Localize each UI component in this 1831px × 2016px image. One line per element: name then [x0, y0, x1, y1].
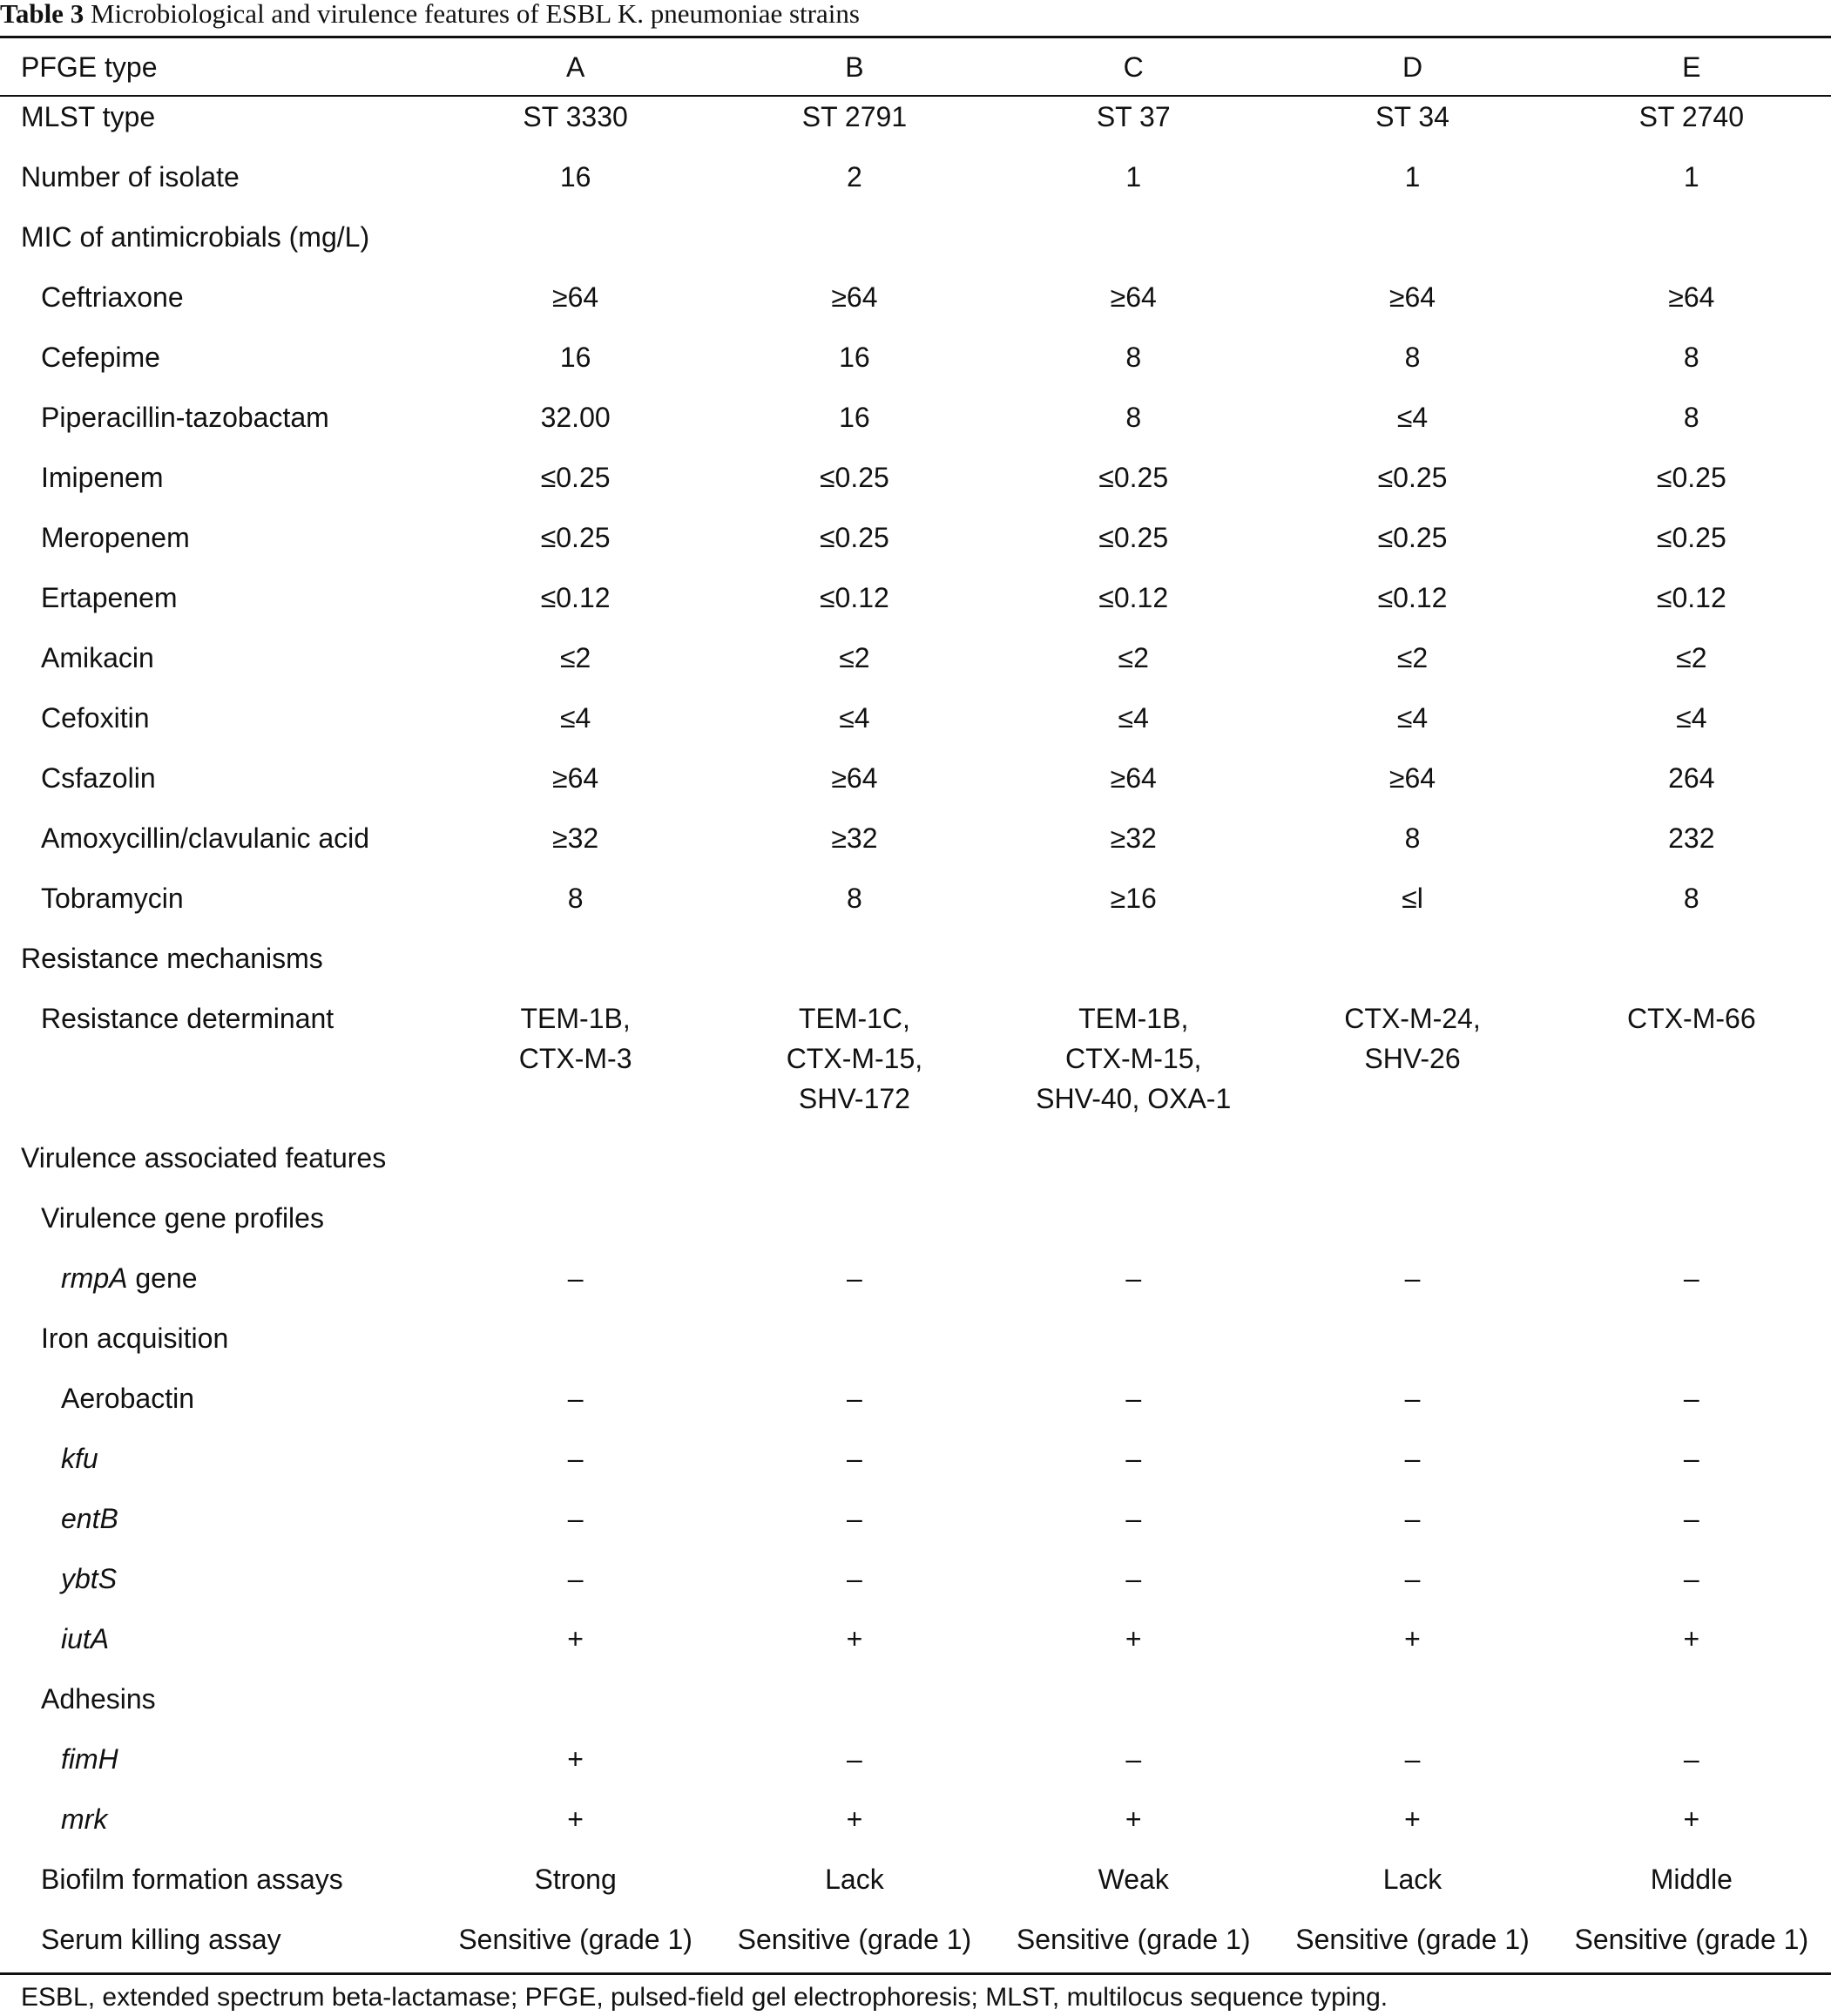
cell-e: ≤0.25 [1656, 522, 1726, 553]
cell-b: + [846, 1623, 863, 1654]
row-label-text: ybtS [61, 1563, 118, 1594]
cell-a: ≥32 [552, 822, 599, 854]
cell-c [994, 938, 1273, 998]
cell-e: ≤2 [1676, 642, 1707, 673]
cell-e: – [1683, 1443, 1699, 1474]
cell-c: 8 [1125, 342, 1142, 373]
header-cell-b: B [845, 51, 864, 83]
row-label-text: Ceftriaxone [41, 281, 184, 313]
cell-d [1273, 1138, 1551, 1198]
cell-b [715, 1679, 994, 1739]
cell-b: 8 [847, 883, 862, 914]
header-cell-pfge-type: PFGE type [21, 51, 158, 83]
cell-a [436, 1318, 714, 1378]
cell-c [994, 1198, 1273, 1258]
cell-e: 1 [1683, 161, 1699, 193]
cell-a [436, 1138, 714, 1198]
row-label [0, 1258, 436, 1318]
table-row [0, 1799, 1831, 1859]
cell-d: – [1404, 1503, 1421, 1534]
cell-c: 1 [1125, 161, 1142, 193]
cell-a: – [567, 1503, 584, 1534]
cell-e: Middle [1650, 1864, 1733, 1895]
row-label-text: Csfazolin [41, 762, 156, 794]
table-row [0, 1559, 1831, 1619]
cell-line: TEM-1B, [1078, 1003, 1189, 1034]
cell-e [1552, 217, 1831, 277]
table-row [0, 157, 1831, 217]
table-row [0, 1498, 1831, 1559]
cell-b: + [846, 1803, 863, 1835]
row-label-text: Ertapenem [41, 582, 178, 613]
row-label [0, 1799, 436, 1859]
cell-e [1552, 938, 1831, 998]
table-row [0, 397, 1831, 457]
row-label-text: Number of isolate [21, 161, 240, 193]
row-label-text: Imipenem [41, 462, 164, 493]
cell-d: ≤0.25 [1377, 522, 1448, 553]
row-label-text: Piperacillin-tazobactam [41, 402, 329, 433]
cell-d: Sensitive (grade 1) [1295, 1924, 1530, 1955]
cell-e: ≤0.25 [1656, 462, 1726, 493]
cell-e: ST 2740 [1638, 101, 1745, 132]
cell-e: ≤4 [1676, 702, 1707, 734]
cell-b: ≤0.25 [819, 462, 889, 493]
cell-a: 32.00 [540, 402, 611, 433]
cell-a: 8 [567, 883, 584, 914]
table-row [0, 1198, 1831, 1258]
cell-d: ≤l [1402, 883, 1423, 914]
cell-d [1273, 217, 1551, 277]
cell-e: ≤0.12 [1656, 582, 1726, 613]
cell-c: – [1125, 1443, 1142, 1474]
cell-b: ≥32 [831, 822, 878, 854]
cell-b: – [847, 1383, 862, 1414]
row-label-text: Biofilm formation assays [41, 1864, 343, 1895]
cell-a: 16 [559, 342, 591, 373]
cell-d: ST 34 [1375, 101, 1449, 132]
row-label [0, 1138, 436, 1198]
cell-d: ≤2 [1396, 642, 1429, 673]
cell-b: 16 [839, 402, 870, 433]
row-label-text: mrk [61, 1803, 108, 1835]
cell-a: – [567, 1563, 584, 1594]
row-label [0, 1919, 436, 1979]
cell-e: 8 [1683, 342, 1699, 373]
table-row [0, 217, 1831, 277]
row-label [0, 578, 436, 638]
row-label [0, 878, 436, 938]
row-label-text: Cefepime [41, 342, 160, 373]
cell-d: Lack [1382, 1864, 1443, 1895]
cell-c: ≤0.12 [1098, 582, 1169, 613]
cell-c [994, 1138, 1273, 1198]
cell-d: ≤4 [1396, 402, 1429, 433]
cell-e: – [1683, 1503, 1699, 1534]
cell-a [436, 938, 714, 998]
cell-b: ≤2 [839, 642, 870, 673]
cell-c [994, 1318, 1273, 1378]
cell-d: 8 [1404, 342, 1421, 373]
row-label-text: Virulence associated features [21, 1142, 387, 1174]
cell-a: – [567, 1443, 584, 1474]
cell-c: Weak [1098, 1864, 1169, 1895]
row-label-text: iutA [61, 1623, 110, 1654]
cell-d: – [1404, 1743, 1421, 1775]
cell-c: + [1125, 1623, 1142, 1654]
row-label [0, 397, 436, 457]
row-label-text: Amikacin [41, 642, 154, 673]
table-row [0, 337, 1831, 397]
cell-a: ≤0.12 [540, 582, 611, 613]
cell-e: 264 [1668, 762, 1715, 794]
cell-d [1273, 1198, 1551, 1258]
cell-b [715, 1318, 994, 1378]
row-label-text: Resistance mechanisms [21, 943, 323, 974]
row-label-text: Amoxycillin/clavulanic acid [41, 822, 370, 854]
cell-b [715, 938, 994, 998]
cell-b: ≤4 [839, 702, 870, 734]
cell-e: 8 [1683, 402, 1699, 433]
cell-d: – [1404, 1443, 1421, 1474]
row-label-text: Tobramycin [41, 883, 184, 914]
cell-a: ≤4 [559, 702, 591, 734]
cell-b [715, 1198, 994, 1258]
table-row [0, 1919, 1831, 1979]
cell-b [715, 998, 994, 1138]
cell-d: – [1404, 1262, 1421, 1294]
cell-d: 1 [1404, 161, 1421, 193]
row-label [0, 1739, 436, 1799]
cell-b: – [847, 1743, 862, 1775]
cell-a: ≤0.25 [540, 462, 611, 493]
row-label [0, 818, 436, 878]
row-label [0, 1859, 436, 1919]
cell-c: ≤0.25 [1098, 462, 1169, 493]
cell-b: 16 [839, 342, 870, 373]
cell-c: ≤0.25 [1098, 522, 1169, 553]
cell-e: 232 [1668, 822, 1715, 854]
cell-d: + [1404, 1803, 1421, 1835]
cell-a: ≥64 [552, 281, 599, 313]
cell-d: ≥64 [1388, 281, 1436, 313]
cell-c: ≥64 [1110, 762, 1157, 794]
table-footnote: ESBL, extended spectrum beta-lactamase; PFGE, pulsed-field gel electrophoresis; MLST, multilocus sequence typing. [21, 1983, 1388, 2012]
cell-b [715, 1138, 994, 1198]
table-row [0, 818, 1831, 878]
table-row [0, 758, 1831, 818]
row-label-text: MLST type [21, 101, 156, 132]
cell-c: 8 [1125, 402, 1142, 433]
cell-b: ST 2791 [801, 101, 908, 132]
table-caption [0, 0, 860, 37]
cell-a: Sensitive (grade 1) [458, 1924, 693, 1955]
cell-c: – [1125, 1563, 1142, 1594]
cell-a: – [567, 1262, 584, 1294]
table-row [0, 1318, 1831, 1378]
cell-e: Sensitive (grade 1) [1574, 1924, 1809, 1955]
row-label [0, 457, 436, 518]
cell-a: ST 3330 [523, 101, 628, 132]
cell-c: ≥64 [1110, 281, 1157, 313]
row-label [0, 1498, 436, 1559]
cell-d [1273, 998, 1551, 1138]
row-label-text: MIC of antimicrobials (mg/L) [21, 221, 370, 253]
cell-c: ≤2 [1118, 642, 1149, 673]
row-label-text: Virulence gene profiles [41, 1202, 324, 1234]
table-row [0, 97, 1831, 157]
row-label [0, 1438, 436, 1498]
table-row [0, 518, 1831, 578]
table-row [0, 1258, 1831, 1318]
row-label [0, 518, 436, 578]
cell-line: CTX-M-15, [1064, 1043, 1202, 1074]
cell-d [1273, 1679, 1551, 1739]
row-label [0, 337, 436, 397]
cell-a: Strong [534, 1864, 617, 1895]
table-row [0, 457, 1831, 518]
header-cell-e: E [1682, 51, 1701, 83]
cell-b: – [847, 1443, 862, 1474]
cell-b: 2 [847, 161, 862, 193]
header-cell-a: A [565, 51, 585, 83]
cell-b: – [847, 1563, 862, 1594]
row-label [0, 1619, 436, 1679]
cell-e: + [1683, 1803, 1700, 1835]
cell-e: ≥64 [1668, 281, 1715, 313]
row-label-text: fimH [61, 1743, 118, 1775]
row-label [0, 938, 436, 998]
row-label-suffix: gene [127, 1262, 198, 1294]
caption-text: Microbiological and virulence features of ESBL K. pneumoniae strains [90, 0, 860, 29]
cell-a: + [567, 1743, 584, 1775]
row-label-text: Iron acquisition [41, 1323, 229, 1354]
cell-line: CTX-M-24, [1344, 1003, 1481, 1034]
cell-a [436, 1679, 714, 1739]
row-label-text: Adhesins [41, 1683, 156, 1715]
cell-d: – [1404, 1563, 1421, 1594]
cell-c: ≤4 [1118, 702, 1149, 734]
row-label [0, 1378, 436, 1438]
table-row [0, 1438, 1831, 1498]
table-row [0, 998, 1831, 1138]
cell-a: – [567, 1383, 584, 1414]
cell-line: SHV-40, OXA-1 [1036, 1083, 1232, 1114]
cell-e: 8 [1683, 883, 1699, 914]
cell-c: – [1125, 1383, 1142, 1414]
table-row [0, 938, 1831, 998]
cell-e: – [1683, 1563, 1699, 1594]
cell-line: SHV-26 [1364, 1043, 1461, 1074]
cell-b: – [847, 1262, 862, 1294]
row-label [0, 638, 436, 698]
cell-c [994, 217, 1273, 277]
cell-c: – [1125, 1503, 1142, 1534]
table-row [0, 277, 1831, 337]
cell-d: ≥64 [1388, 762, 1436, 794]
cell-a: ≤0.25 [540, 522, 611, 553]
cell-e [1552, 1679, 1831, 1739]
table-row [0, 1619, 1831, 1679]
cell-c: Sensitive (grade 1) [1016, 1924, 1251, 1955]
cell-c: ≥32 [1110, 822, 1157, 854]
cell-e [1552, 1198, 1831, 1258]
cell-c: – [1125, 1743, 1142, 1775]
cell-c [994, 998, 1273, 1138]
table-row [0, 578, 1831, 638]
cell-b [715, 217, 994, 277]
row-label [0, 277, 436, 337]
row-label [0, 998, 436, 1138]
cell-line: CTX-M-3 [518, 1043, 632, 1074]
cell-d: ≤4 [1396, 702, 1429, 734]
header-cell-c: C [1123, 51, 1144, 83]
row-label-text: Cefoxitin [41, 702, 150, 734]
cell-d: – [1404, 1383, 1421, 1414]
cell-d: 8 [1404, 822, 1421, 854]
cell-c: ≥16 [1110, 883, 1157, 914]
table-row [0, 638, 1831, 698]
table-row [0, 1138, 1831, 1198]
table-row [0, 698, 1831, 758]
bottom-rule [0, 1972, 1831, 1975]
cell-e [1552, 998, 1831, 1138]
cell-e: – [1683, 1262, 1699, 1294]
table-row [0, 1859, 1831, 1919]
cell-line: CTX-M-66 [1627, 1003, 1756, 1034]
cell-a [436, 1198, 714, 1258]
header-row [0, 38, 1831, 97]
cell-b: ≤0.12 [819, 582, 889, 613]
cell-a: ≤2 [559, 642, 591, 673]
caption-label: Table 3 [0, 0, 84, 29]
header-cell-d: D [1402, 51, 1423, 83]
features-table [0, 38, 1831, 1979]
table-row [0, 1679, 1831, 1739]
cell-a [436, 998, 714, 1138]
row-label [0, 1318, 436, 1378]
cell-line: TEM-1B, [520, 1003, 631, 1034]
cell-c: – [1125, 1262, 1142, 1294]
cell-d [1273, 938, 1551, 998]
cell-a [436, 217, 714, 277]
cell-e: – [1683, 1383, 1699, 1414]
cell-b: Lack [825, 1864, 884, 1895]
cell-a: 16 [559, 161, 591, 193]
table-row [0, 878, 1831, 938]
cell-c: + [1125, 1803, 1142, 1835]
row-label-text: entB [61, 1503, 118, 1534]
cell-a: + [567, 1803, 584, 1835]
row-label [0, 1559, 436, 1619]
cell-e [1552, 1138, 1831, 1198]
cell-e: + [1683, 1623, 1700, 1654]
row-label [0, 1198, 436, 1258]
row-label [0, 698, 436, 758]
cell-b: ≥64 [831, 281, 878, 313]
row-label-text: rmpA [61, 1262, 128, 1294]
cell-a: + [567, 1623, 584, 1654]
cell-e [1552, 1318, 1831, 1378]
row-label [0, 157, 436, 217]
row-label-text: Serum killing assay [41, 1924, 281, 1955]
row-label [0, 1679, 436, 1739]
table-row [0, 1378, 1831, 1438]
cell-e: – [1683, 1743, 1699, 1775]
cell-line: TEM-1C, [798, 1003, 910, 1034]
cell-b: ≥64 [831, 762, 878, 794]
row-label [0, 217, 436, 277]
row-label [0, 97, 436, 157]
cell-b: ≤0.25 [819, 522, 889, 553]
cell-d: + [1404, 1623, 1421, 1654]
row-label-text: Resistance determinant [41, 1003, 334, 1034]
cell-b: Sensitive (grade 1) [737, 1924, 972, 1955]
cell-a: ≥64 [552, 762, 599, 794]
row-label-text: Meropenem [41, 522, 190, 553]
cell-c [994, 1679, 1273, 1739]
table-body [0, 97, 1831, 1979]
cell-line: SHV-172 [798, 1083, 910, 1114]
cell-d: ≤0.25 [1377, 462, 1448, 493]
cell-c: ST 37 [1096, 101, 1171, 132]
row-label-text: kfu [61, 1443, 98, 1474]
cell-d [1273, 1318, 1551, 1378]
cell-b: – [847, 1503, 862, 1534]
cell-line: CTX-M-15, [786, 1043, 923, 1074]
cell-d: ≤0.12 [1377, 582, 1448, 613]
row-label [0, 758, 436, 818]
table-row [0, 1739, 1831, 1799]
row-label-text: Aerobactin [61, 1383, 194, 1414]
